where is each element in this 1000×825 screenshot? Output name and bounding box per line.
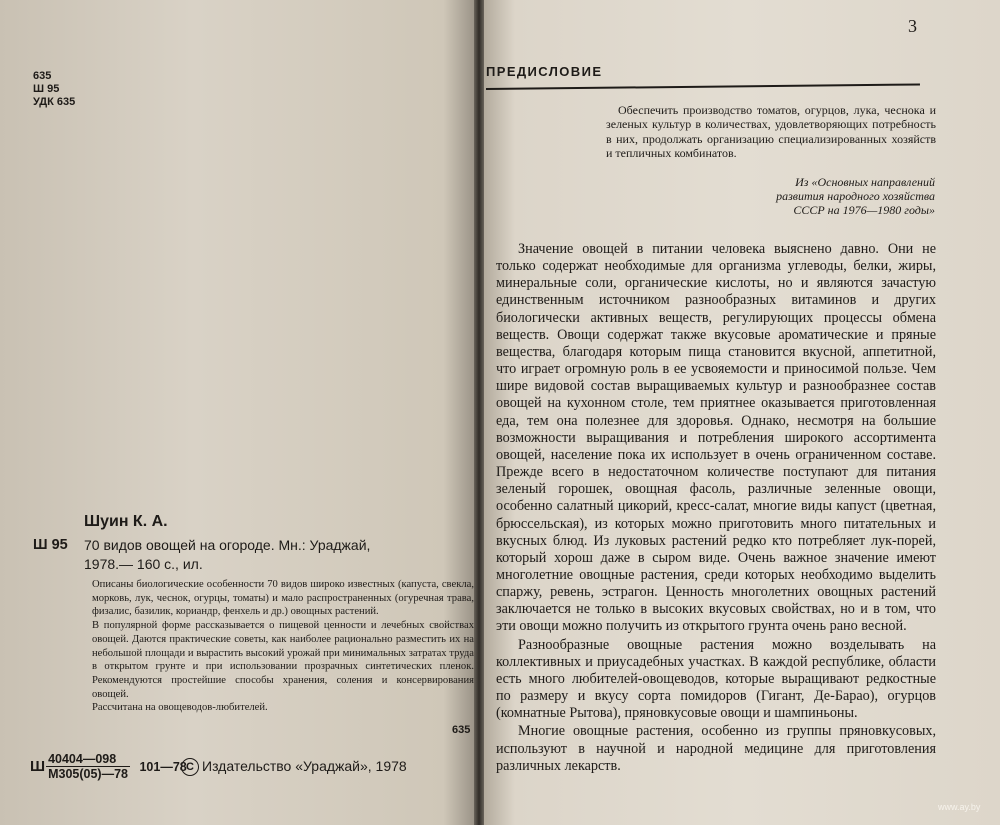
catalog-code: Ш 95 <box>33 83 60 95</box>
catalog-codes <box>33 70 75 109</box>
epigraph-source-line: СССР на 1976—1980 годы» <box>793 203 935 217</box>
bib-year: 1978.— 160 с., ил. <box>84 556 203 572</box>
preface-body <box>496 241 936 775</box>
body-paragraph: Разнообразные овощные растения можно возделывать на коллективных и приусадебных участках. В каждой республике, области есть много любителей-овощеводов, которые выращивают редкостные по размеру и вкусу сорта помидоров (Гигант, Де-Барао), огурцов (комнатные Рытова), пряновкусовые овощи и шампиньоны. <box>496 636 936 722</box>
annotation <box>92 578 474 715</box>
publisher-name: Издательство «Ураджай», 1978 <box>202 758 407 774</box>
annotation-paragraph: В популярной форме рассказывается о пищевой ценности и лечебных свойствах овощей. Даются практические советы, как наиболее рационально разместить их на небольшой площади и вырастить высокий урожай при минимальных затратах труда в открытом грунте и при использовании прозрачных синтетических пленок. Рекомендуются простейшие способы хранения, соления и консервирования овощей. <box>92 620 474 700</box>
bibliographic-entry <box>84 536 466 574</box>
section-title: ПРЕДИСЛОВИЕ <box>486 64 603 79</box>
copyright-icon: C <box>181 758 199 776</box>
watermark: www.ay.by <box>938 802 981 812</box>
epigraph-source-line: развития народного хозяйства <box>776 189 935 203</box>
author-name: Шуин К. А. <box>84 513 168 530</box>
index-letter: Ш <box>30 758 46 775</box>
catalog-code: УДК 635 <box>33 96 76 108</box>
epigraph-source <box>730 175 935 217</box>
publication-index <box>30 752 187 781</box>
index-denominator: М305(05)—78 <box>48 767 128 781</box>
index-numerator: 40404—098 <box>46 752 130 767</box>
catalog-code: 635 <box>33 70 52 82</box>
annotation-paragraph: Рассчитана на овощеводов-любителей. <box>92 702 268 714</box>
index-fraction <box>46 752 130 781</box>
left-page <box>0 0 482 825</box>
epigraph <box>606 103 936 161</box>
epigraph-source-line: Из «Основных направлений <box>795 175 935 189</box>
index-suffix: 101—78 <box>139 759 187 774</box>
bib-title: 70 видов овощей на огороде. Мн.: Ураджай, <box>84 537 371 553</box>
publisher-imprint <box>181 758 407 776</box>
annotation-paragraph: Описаны биологические особенности 70 видов широко известных (капуста, свекла, морковь, лук, чеснок, огурцы, томаты) и мало распространенных (огуречная трава, физалис, базилик, кориандр, фенхель и др.) овощных растений. <box>92 579 474 618</box>
body-paragraph: Значение овощей в питании человека выяснено давно. Они не только содержат необходимые для организма углеводы, белки, жиры, минеральные соли, органические кислоты, но и являются зачастую единственным источником разнообразных витаминов и других биологически активных веществ, регулирующих процессы обмена веществ. Овощи содержат также вкусовые ароматические и пряные вещества, благодаря которым пища становится вкусной, аппетитной, что играет огромную роль в ее усвояемости и приносимой пользе. Чем шире видовой состав выращиваемых культур и разнообразнее состав овощей на кухонном столе, тем приятнее оказывается приготовленная еда, тем она полезнее для здоровья. Однако, несмотря на большие возможности выращивания и потребления широкого ассортимента овощей, население пока их использует в очень ограниченном составе. Прежде всего в недостаточном количестве поступают для питания зеленый горошек, овощная фасоль, различные зеленные овощи, особенно салатный цикорий, кресс-салат, многие виды капуст (цветная, брюссельская), из которых можно приготовить много питательных и вкусных блюд. Из луковых растений редко кто потребляет лук-порей, который хорош даже в сыром виде. Очень важное значение имеют многолетние овощные растения, среди которых необходимо выделить спаржу, ревень, эстрагон. Ценность многолетних овощных растений заключается не только в высоких вкусовых свойствах, но и в том, что эти овощи можно получить из открытого грунта очень рано весной. <box>496 241 936 635</box>
page-number: 3 <box>908 16 917 36</box>
epigraph-text: Обеспечить производство томатов, огурцов, лука, чеснока и зеленых культур в количествах, удовлетворяющих потребность в них, продолжать организацию специализированных хозяйств и тепличных комбинатов. <box>606 103 936 161</box>
body-paragraph: Многие овощные растения, особенно из группы пряновкусовых, используют в научной и народной медицине для приготовления различных лекарств. <box>496 723 936 774</box>
shelf-mark: Ш 95 <box>33 537 68 553</box>
classification-code: 635 <box>452 724 471 736</box>
